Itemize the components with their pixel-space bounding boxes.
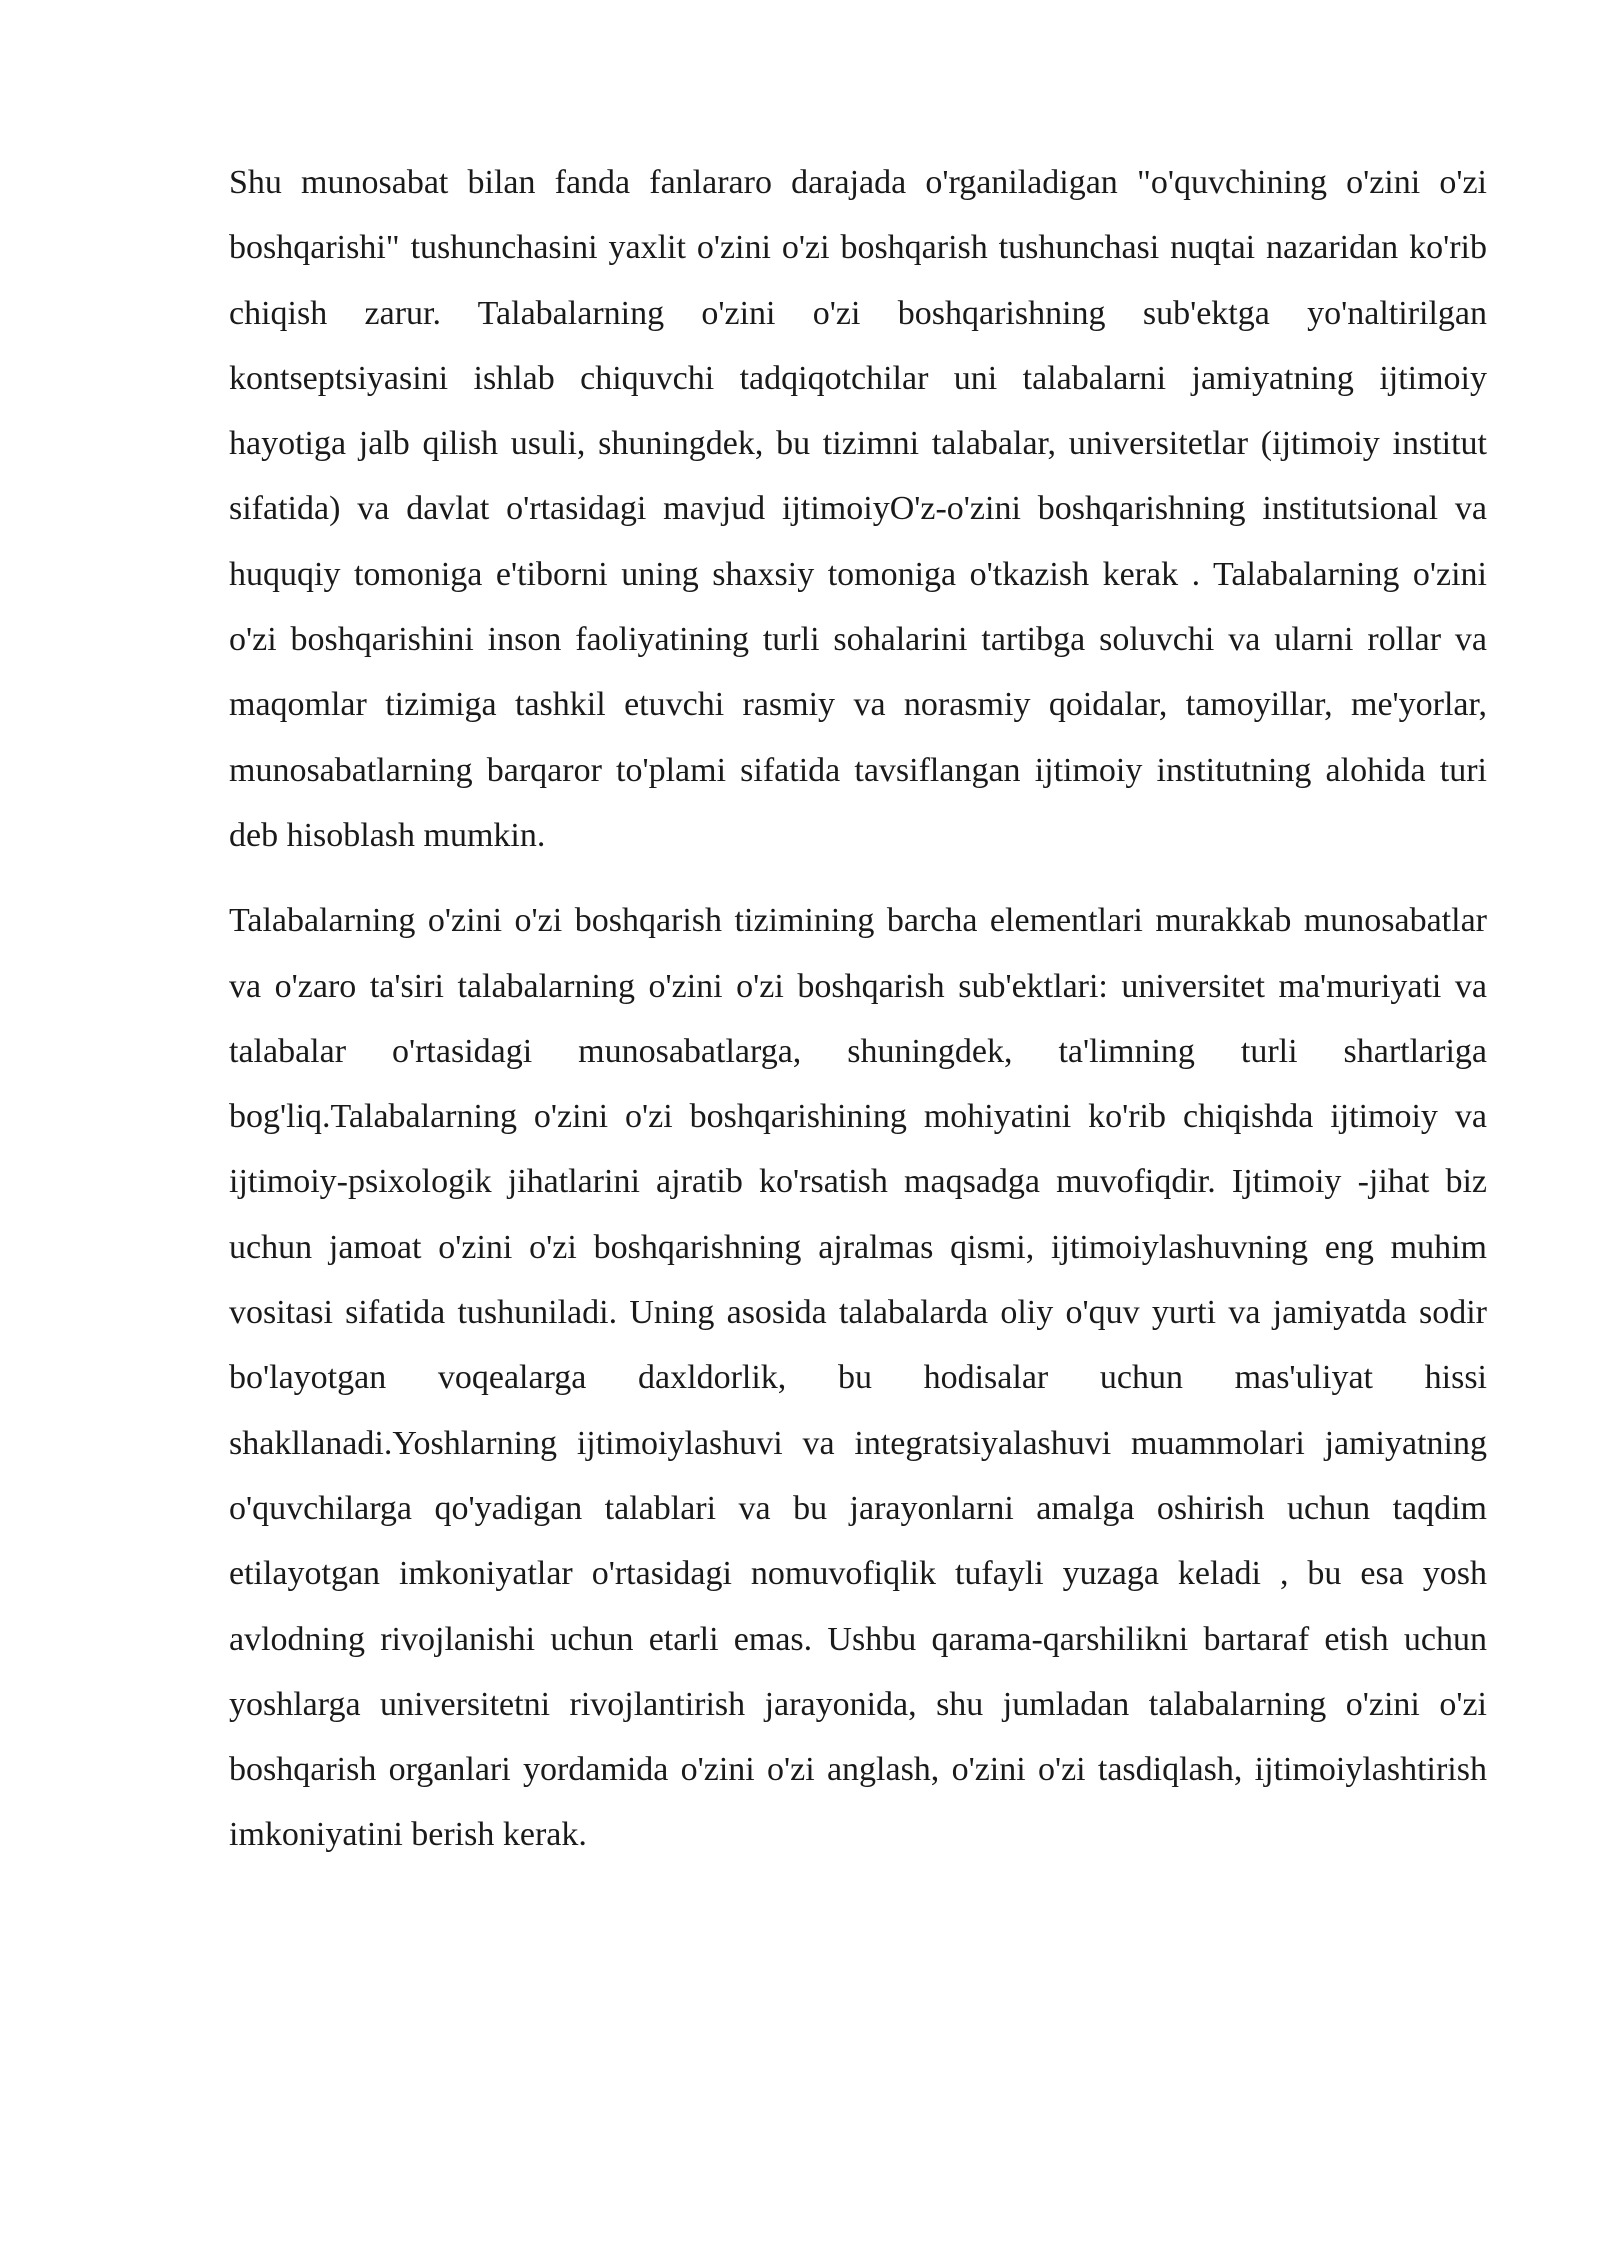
paragraph-2: Talabalarning o'zini o'zi boshqarish tizimining barcha elementlari murakkab munosabatlar va o'zaro ta'siri talabalarning o'zini o'zi boshqarish sub'ektlari: universitet ma'muriyati va talabalar o'rtasidagi munosabatlarga, shuningdek, ta'limning turli shartlariga bog'liq.Talabalarning o'zini o'zi boshqarishining mohiyatini ko'rib chiqishda ijtimoiy va ijtimoiy-psixologik jihatlarini ajratib ko'rsatish maqsadga muvofiqdir. Ijtimoiy -jihat biz uchun jamoat o'zini o'zi boshqarishning ajralmas qismi, ijtimoiylashuvning eng muhim vositasi sifatida tushuniladi. Uning asosida talabalarda oliy o'quv yurti va jamiyatda sodir bo'layotgan voqealarga daxldorlik, bu hodisalar uchun mas'uliyat hissi shakllanadi.Yoshlarning ijtimoiylashuvi va integratsiyalashuvi muammolari jamiyatning o'quvchilarga qo'yadigan talablari va bu jarayonlarni amalga oshirish uchun taqdim etilayotgan imkoniyatlar o'rtasidagi nomuvofiqlik tufayli yuzaga keladi , bu esa yosh avlodning rivojlanishi uchun etarli emas. Ushbu qarama-qarshilikni bartaraf etish uchun yoshlarga universitetni rivojlantirish jarayonida, shu jumladan talabalarning o'zini o'zi boshqarish organlari yordamida o'zini o'zi anglash, o'zini o'zi tasdiqlash, ijtimoiylashtirish imkoniyatini berish kerak. [229, 902, 1487, 1854]
paragraph-1: Shu munosabat bilan fanda fanlararo darajada o'rganiladigan "o'quvchining o'zini o'zi boshqarishi" tushunchasini yaxlit o'zini o'zi boshqarish tushunchasi nuqtai nazaridan ko'rib chiqish zarur. Talabalarning o'zini o'zi boshqarishning sub'ektga yo'naltirilgan kontseptsiyasini ishlab chiquvchi tadqiqotchilar uni talabalarni jamiyatning ijtimoiy hayotiga jalb qilish usuli, shuningdek, bu tizimni talabalar, universitetlar (ijtimoiy institut sifatida) va davlat o'rtasidagi mavjud ijtimoiyO'z-o'zini boshqarishning institutsional va huquqiy tomoniga e'tiborni uning shaxsiy tomoniga o'tkazish kerak . Talabalarning o'zini o'zi boshqarishini inson faoliyatining turli sohalarini tartibga soluvchi va ularni rollar va maqomlar tizimiga tashkil etuvchi rasmiy va norasmiy qoidalar, tamoyillar, me'yorlar, munosabatlarning barqaror to'plami sifatida tavsiflangan ijtimoiy institutning alohida turi deb hisoblash mumkin. [229, 164, 1487, 854]
document-body [229, 150, 1487, 1888]
